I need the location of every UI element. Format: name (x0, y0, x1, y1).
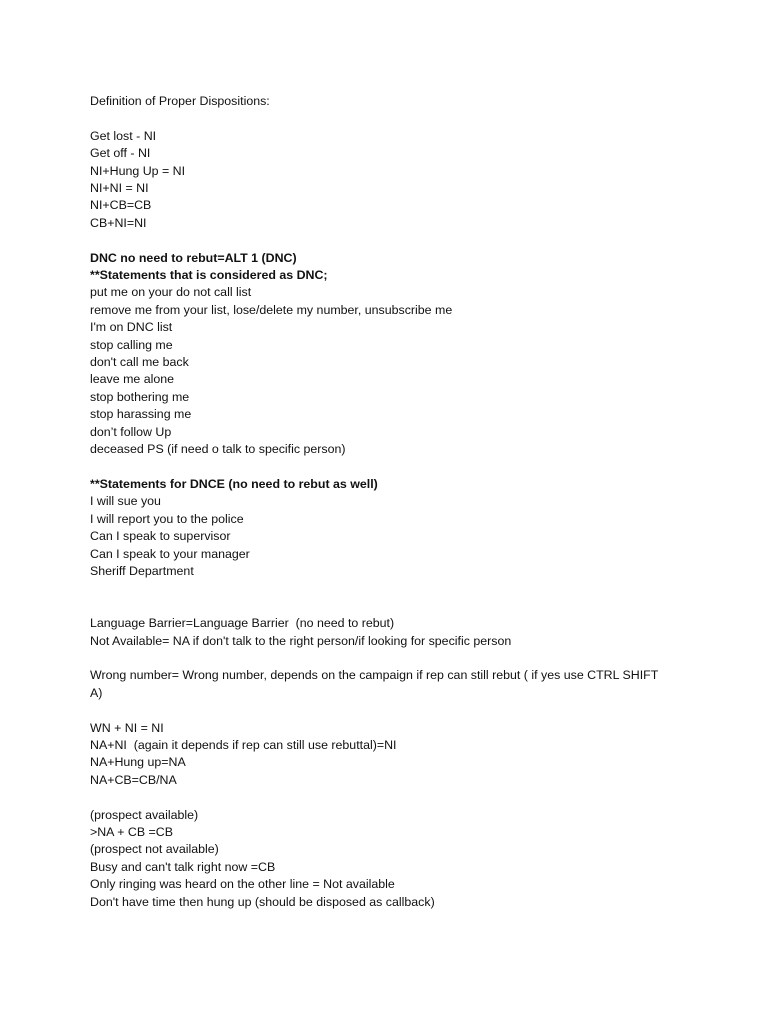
list-item: Get lost - NI (90, 128, 157, 143)
list-item: I will sue you (90, 494, 161, 509)
list-item: Get off - NI (90, 146, 151, 161)
spacer (90, 110, 700, 127)
list-item: leave me alone (90, 372, 175, 387)
list-item: deceased PS (if need o talk to specific person) (90, 442, 346, 457)
list-item: Not Available= NA if don't talk to the right person/if looking for specific person (90, 633, 512, 648)
list-item: I'm on DNC list (90, 320, 173, 335)
list-item: Don't have time then hung up (should be disposed as callback) (90, 894, 435, 909)
spacer (90, 702, 700, 719)
list-item: Language Barrier=Language Barrier (no need to rebut) (90, 616, 395, 631)
list-item: stop bothering me (90, 389, 190, 404)
wrong-number-text: Wrong number= Wrong number, depends on the campaign if rep can still rebut ( if yes use CTRL SHIFT (90, 668, 659, 683)
prospect-list (90, 807, 700, 911)
list-item: I will report you to the police (90, 511, 244, 526)
list-item: (prospect available) (90, 807, 199, 822)
list-item: (prospect not available) (90, 842, 219, 857)
dnc-subheading: **Statements that is considered as DNC; (90, 268, 328, 283)
list-item: WN + NI = NI (90, 720, 164, 735)
list-item: stop calling me (90, 337, 173, 352)
list-item: Can I speak to your manager (90, 546, 250, 561)
list-item: NI+NI = NI (90, 181, 149, 196)
list-item: don’t follow Up (90, 424, 172, 439)
list-item: NI+Hung Up = NI (90, 163, 186, 178)
spacer (90, 459, 700, 476)
list-item: remove me from your list, lose/delete my number, unsubscribe me (90, 302, 453, 317)
dnc-statements-list (90, 284, 700, 458)
list-item: Sheriff Department (90, 563, 194, 578)
list-item: Busy and can't talk right now =CB (90, 859, 276, 874)
spacer (90, 232, 700, 249)
spacer (90, 650, 700, 667)
combination-list (90, 720, 700, 790)
dnce-statements-list (90, 493, 700, 580)
language-availability-list (90, 615, 700, 650)
list-item: NI+CB=CB (90, 198, 152, 213)
list-item: stop harassing me (90, 407, 192, 422)
list-item: put me on your do not call list (90, 285, 252, 300)
list-item: >NA + CB =CB (90, 824, 173, 839)
dnc-heading: DNC no need to rebut=ALT 1 (DNC) (90, 250, 297, 265)
list-item: Only ringing was heard on the other line = Not available (90, 877, 395, 892)
list-item: NA+NI (again it depends if rep can still use rebuttal)=NI (90, 737, 397, 752)
list-item: NA+CB=CB/NA (90, 772, 177, 787)
list-item: Can I speak to supervisor (90, 529, 231, 544)
dnce-heading: **Statements for DNCE (no need to rebut as well) (90, 476, 378, 491)
basic-dispositions-list (90, 128, 700, 232)
spacer (90, 580, 700, 615)
wrong-number-text-cont: A) (90, 685, 103, 700)
list-item: don't call me back (90, 355, 189, 370)
spacer (90, 789, 700, 806)
list-item: NA+Hung up=NA (90, 755, 186, 770)
document-title: Definition of Proper Dispositions: (90, 94, 270, 108)
document-body (90, 93, 700, 911)
list-item: CB+NI=NI (90, 215, 147, 230)
